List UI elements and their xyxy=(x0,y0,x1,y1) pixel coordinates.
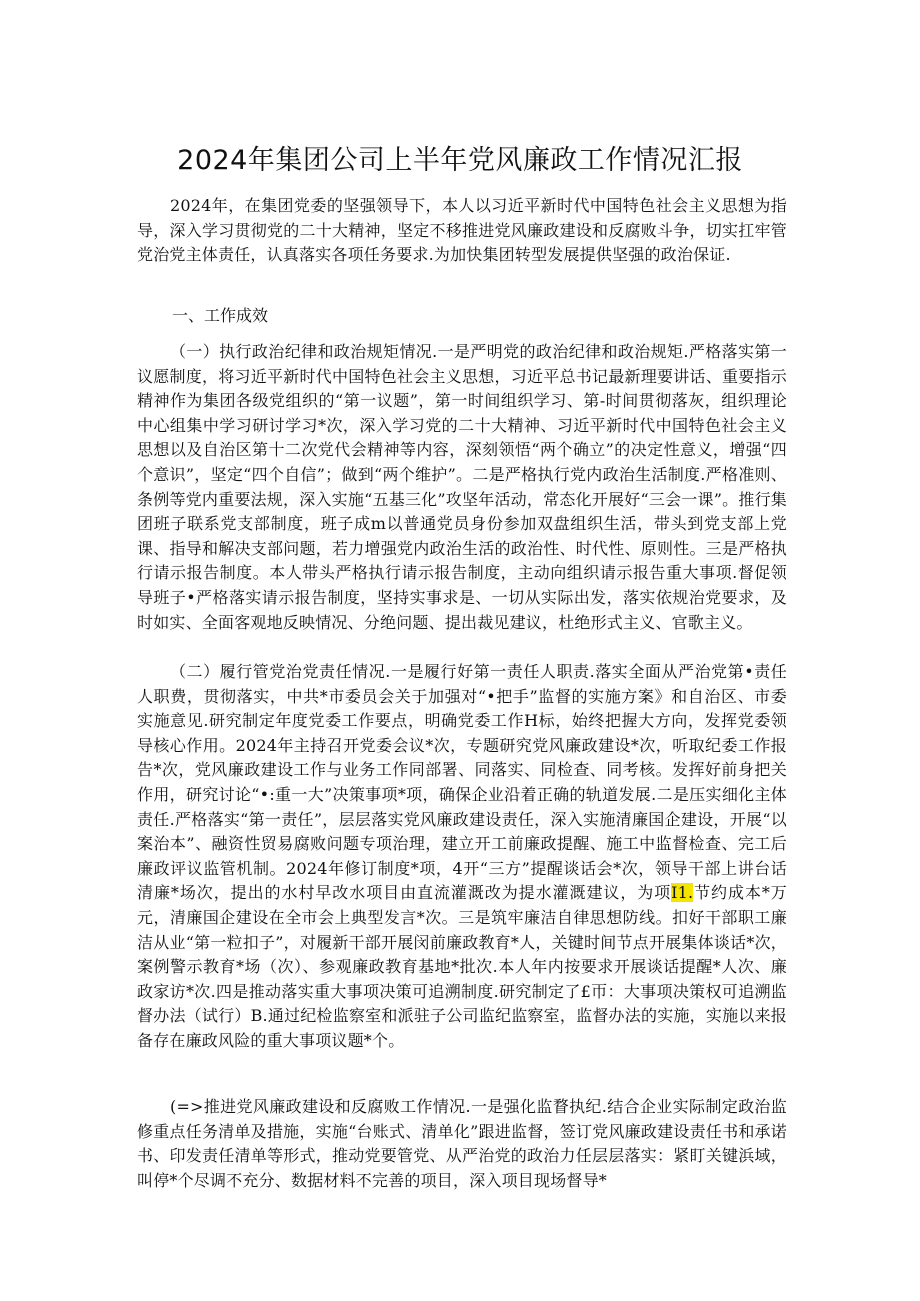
highlighted-text: I1. xyxy=(671,883,694,903)
section-heading-work-results: 一、工作成效 xyxy=(172,306,269,325)
paragraph-anti-corruption: (=>推进党风廉政建设和反腐败工作情况.一是强化监瞀执纪.结合企业实际制定政治监修重点任务清单及措施，实施“台账式、清单化”跟进监督，签订党风廉政建设责任书和承诺书、印发责任清单等形式，推动党要管党、从严治党的政治力任层层落实：紧盯关键浜域，叫停*个尽调不充分、数据材料不完善的项目，深入项目现场督导* xyxy=(137,1097,787,1190)
paragraph-party-responsibility xyxy=(137,660,787,1054)
paragraph-text-part: （二）履行管党治党责任情况.一是履行好第一责任人职责.落实全面从严治党第•责任人职费，贯彻落实，中共*市委员会关于加强对“•把手”监督的实施方案》和自治区、市委实施意见.研究制定年度党委工作要点，明确党委工作H标，始终把握大方向，发挥党委领导核心作用。2024年主持召开党委会议*次，专题研究党风廉政建设*次，听取纪委工作报告*次，党风廉政建设工作与业务工作同部署、同落实、同检查、同考核。发挥好前身把关作用，研究讨论“•:重一大”决策事项*项，确保企业沿着正确的轨道发展.二是压实细化主体责任.严格落实“第一责任”，层层落实党风廉政建设责任，深入实施清廉国企建设，开展“以案治本”、融资性贸易腐败问题专项治理，建立开工前廉政提醒、施工中监督检查、完工后廉政评议监管机制。2024年修订制度*项，4开“三方”提醒谈话会*次，领导干部上讲台话清廉*场次，提出的水村早改水项目由直流灌溉改为提水灌溉建议，为项 xyxy=(137,662,787,903)
intro-paragraph: 2024年，在集团党委的坚强领导下，本人以习近平新时代中国特色社会主义思想为指导，深入学习贯彻党的二十大精神，坚定不移推进党风廉政建设和反腐败斗争，切实扛牢管党治党主体责任，认真落实各项任务要求.为加快集团转型发展提供坚强的政治保证. xyxy=(137,196,787,265)
paragraph-political-discipline: （一）执行政治纪律和政治规矩情况.一是严明党的政治纪律和政治规矩.严格落实第一议愿制度，将习近平新时代中国特色社会主义思想，习近平总书记最新理要讲话、重要指示精神作为集团各级党组织的“第一议题”，第一时间组织学习、第-时间贯彻落灰，组织理论中心组集中学习研讨学习*次，深入学习党的二十大精神、习近平新时代中国特色社会主义思想以及自治区第十二次党代会精神等内容，深刻领悟“两个确立”的决定性意义，增强“四个意识”，坚定“四个自信”；做到“两个维护”。二是严格执行党内政治生活制度.严格准则、条例等党内重要法规，深入实施“五基三化”攻坚年活动，常态化开展好“三会一课”。推行集团班子联系党支部制度，班子成m以普通党员身份参加双盘组织生活，带头到党支部上党课、指导和解决支部问题，若力增强党内政治生活的政治性、时代性、原则性。三是严格执行请示报告制度。本人带头严格执行请示报告制度，主动向组织请示报告重大事项.督促领导班子•严格落实请示报告制度，坚持实事求是、一切从实际出发，落实依规治党要求，及时如实、全面客观地反映情况、分绝问题、提出裁见建议，杜绝形式主义、官歌主义。 xyxy=(137,342,787,632)
paragraph-text-part: 节约成本*万元，清廉国企建设在全市会上典型发言*次。三是筑牢廉洁自律思想防线。扣好干部职工廉洁从业“第一粒扣子”，对履新干部开展闵前廉政教育*人，关键时间节点开展集体谈话*次，案例警示教育*场（次）、参观廉政教育基地*批次.本人年内按要求开展谈话提醒*人次、廉政家访*次.四是推动落实重大事项决策可追溯制度.研究制定了£帀：大事项决策权可追溯监督办法（试行）B.通过纪检监察室和派驻子公司监纪监察室，监督办法的实施，实施以来报备存在廉政风险的重大事项议题*个。 xyxy=(137,883,787,1050)
document-title: 2024年集团公司上半年党风廉政工作情况汇报 xyxy=(177,145,743,176)
